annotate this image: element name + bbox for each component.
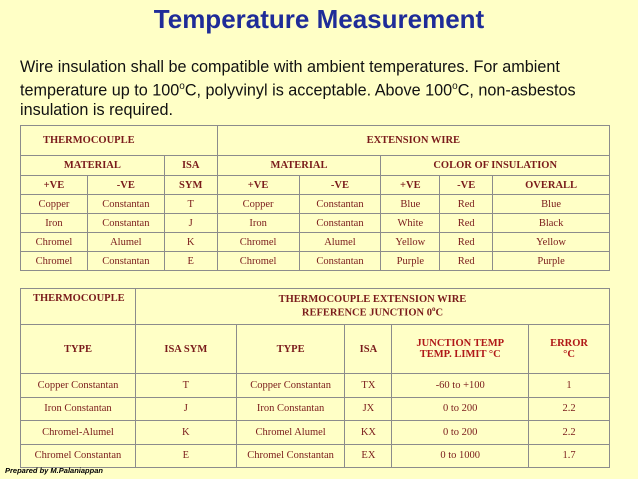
table-cell: 2.2 [529,421,610,445]
table-cell: Chromel-Alumel [21,421,136,445]
table-cell: Chromel Constantan [21,444,136,468]
table-row [21,252,610,271]
extension-wire-reference-header: THERMOCOUPLE EXTENSION WIRE REFERENCE JUNCTION 0$^o$C [135,289,609,325]
table-cell: JX [345,397,392,421]
thermocouple-error-table [20,288,610,468]
intro-line-3: insulation is required. [20,101,173,120]
color-insulation-header: COLOR OF INSULATION [381,156,610,176]
table-cell: Iron [21,214,88,233]
table-cell: Yellow [493,233,610,252]
subheader-cell: +VE [21,176,88,195]
table-cell: Blue [493,195,610,214]
table-cell: Chromel Alumel [236,421,345,445]
table-cell: T [164,195,217,214]
table-cell: Constantan [87,195,164,214]
material-header: MATERIAL [21,156,165,176]
table-cell: 0 to 200 [392,397,529,421]
table-cell: -60 to +100 [392,374,529,398]
subheader-cell: +VE [381,176,440,195]
table-row [21,421,610,445]
table-cell: 2.2 [529,397,610,421]
table-cell: J [164,214,217,233]
table-cell: Iron Constantan [236,397,345,421]
subheader-cell: -VE [87,176,164,195]
table-cell: Black [493,214,610,233]
table-cell: Copper [21,195,88,214]
table-cell: E [135,444,236,468]
intro-line-1: Wire insulation shall be compatible with ambient temperatures. For ambient [20,58,560,76]
table-cell: E [164,252,217,271]
table-cell: T [135,374,236,398]
table-cell: Constantan [87,252,164,271]
intro-line-2: temperature up to 100$^o$C, polyvinyl is acceptable. Above 100$^o$C, non-asbestos [20,81,576,100]
type-header-2: TYPE [236,325,345,374]
table-cell: Red [440,233,493,252]
table-cell: Constantan [299,214,381,233]
table-cell: K [164,233,217,252]
table-cell: Constantan [87,214,164,233]
table-cell: Chromel [21,233,88,252]
table-cell: Copper [217,195,299,214]
table-cell: Copper Constantan [21,374,136,398]
table-cell: Constantan [299,195,381,214]
table-row [21,397,610,421]
subheader-cell: -VE [299,176,381,195]
table-row [21,195,610,214]
table-cell: White [381,214,440,233]
footer-credit: Prepared by M.Palaniappan [5,466,103,475]
table-cell: Red [440,195,493,214]
table-cell: EX [345,444,392,468]
subheader-cell: -VE [440,176,493,195]
thermocouple-header: THERMOCOUPLE [21,126,218,156]
table-cell: J [135,397,236,421]
table-row [21,444,610,468]
table-cell: Chromel [217,252,299,271]
material-header-2: MATERIAL [217,156,381,176]
isa-header: ISA [164,156,217,176]
table-cell: 1 [529,374,610,398]
isa-sym-header: ISA SYM [135,325,236,374]
type-header: TYPE [21,325,136,374]
table-cell: 1.7 [529,444,610,468]
page-title: Temperature Measurement [153,4,485,34]
table-cell: Blue [381,195,440,214]
isa-header-2: ISA [345,325,392,374]
table-cell: TX [345,374,392,398]
table-cell: Chromel [217,233,299,252]
subheader-cell: +VE [217,176,299,195]
table-cell: Red [440,252,493,271]
table-cell: Chromel [21,252,88,271]
table-cell: 0 to 200 [392,421,529,445]
junction-temp-header: JUNCTION TEMP TEMP. LIMIT °C [392,325,529,374]
table-cell: K [135,421,236,445]
subheader-cell: SYM [164,176,217,195]
table-cell: Alumel [87,233,164,252]
table-row [21,214,610,233]
error-header: ERROR °C [529,325,610,374]
table-cell: Purple [381,252,440,271]
table-cell: Chromel Constantan [236,444,345,468]
subheader-cell: OVERALL [493,176,610,195]
table-cell: KX [345,421,392,445]
intro-paragraph [20,57,620,120]
table-cell: Constantan [299,252,381,271]
thermocouple-extension-table [20,125,610,271]
thermocouple-header-2: THERMOCOUPLE [21,289,136,325]
table-cell: Iron [217,214,299,233]
extension-wire-header: EXTENSION WIRE [217,126,609,156]
table-cell: 0 to 1000 [392,444,529,468]
table-row [21,233,610,252]
table-cell: Red [440,214,493,233]
table-cell: Alumel [299,233,381,252]
table-cell: Copper Constantan [236,374,345,398]
table-cell: Yellow [381,233,440,252]
table-cell: Purple [493,252,610,271]
table-cell: Iron Constantan [21,397,136,421]
table-row [21,374,610,398]
